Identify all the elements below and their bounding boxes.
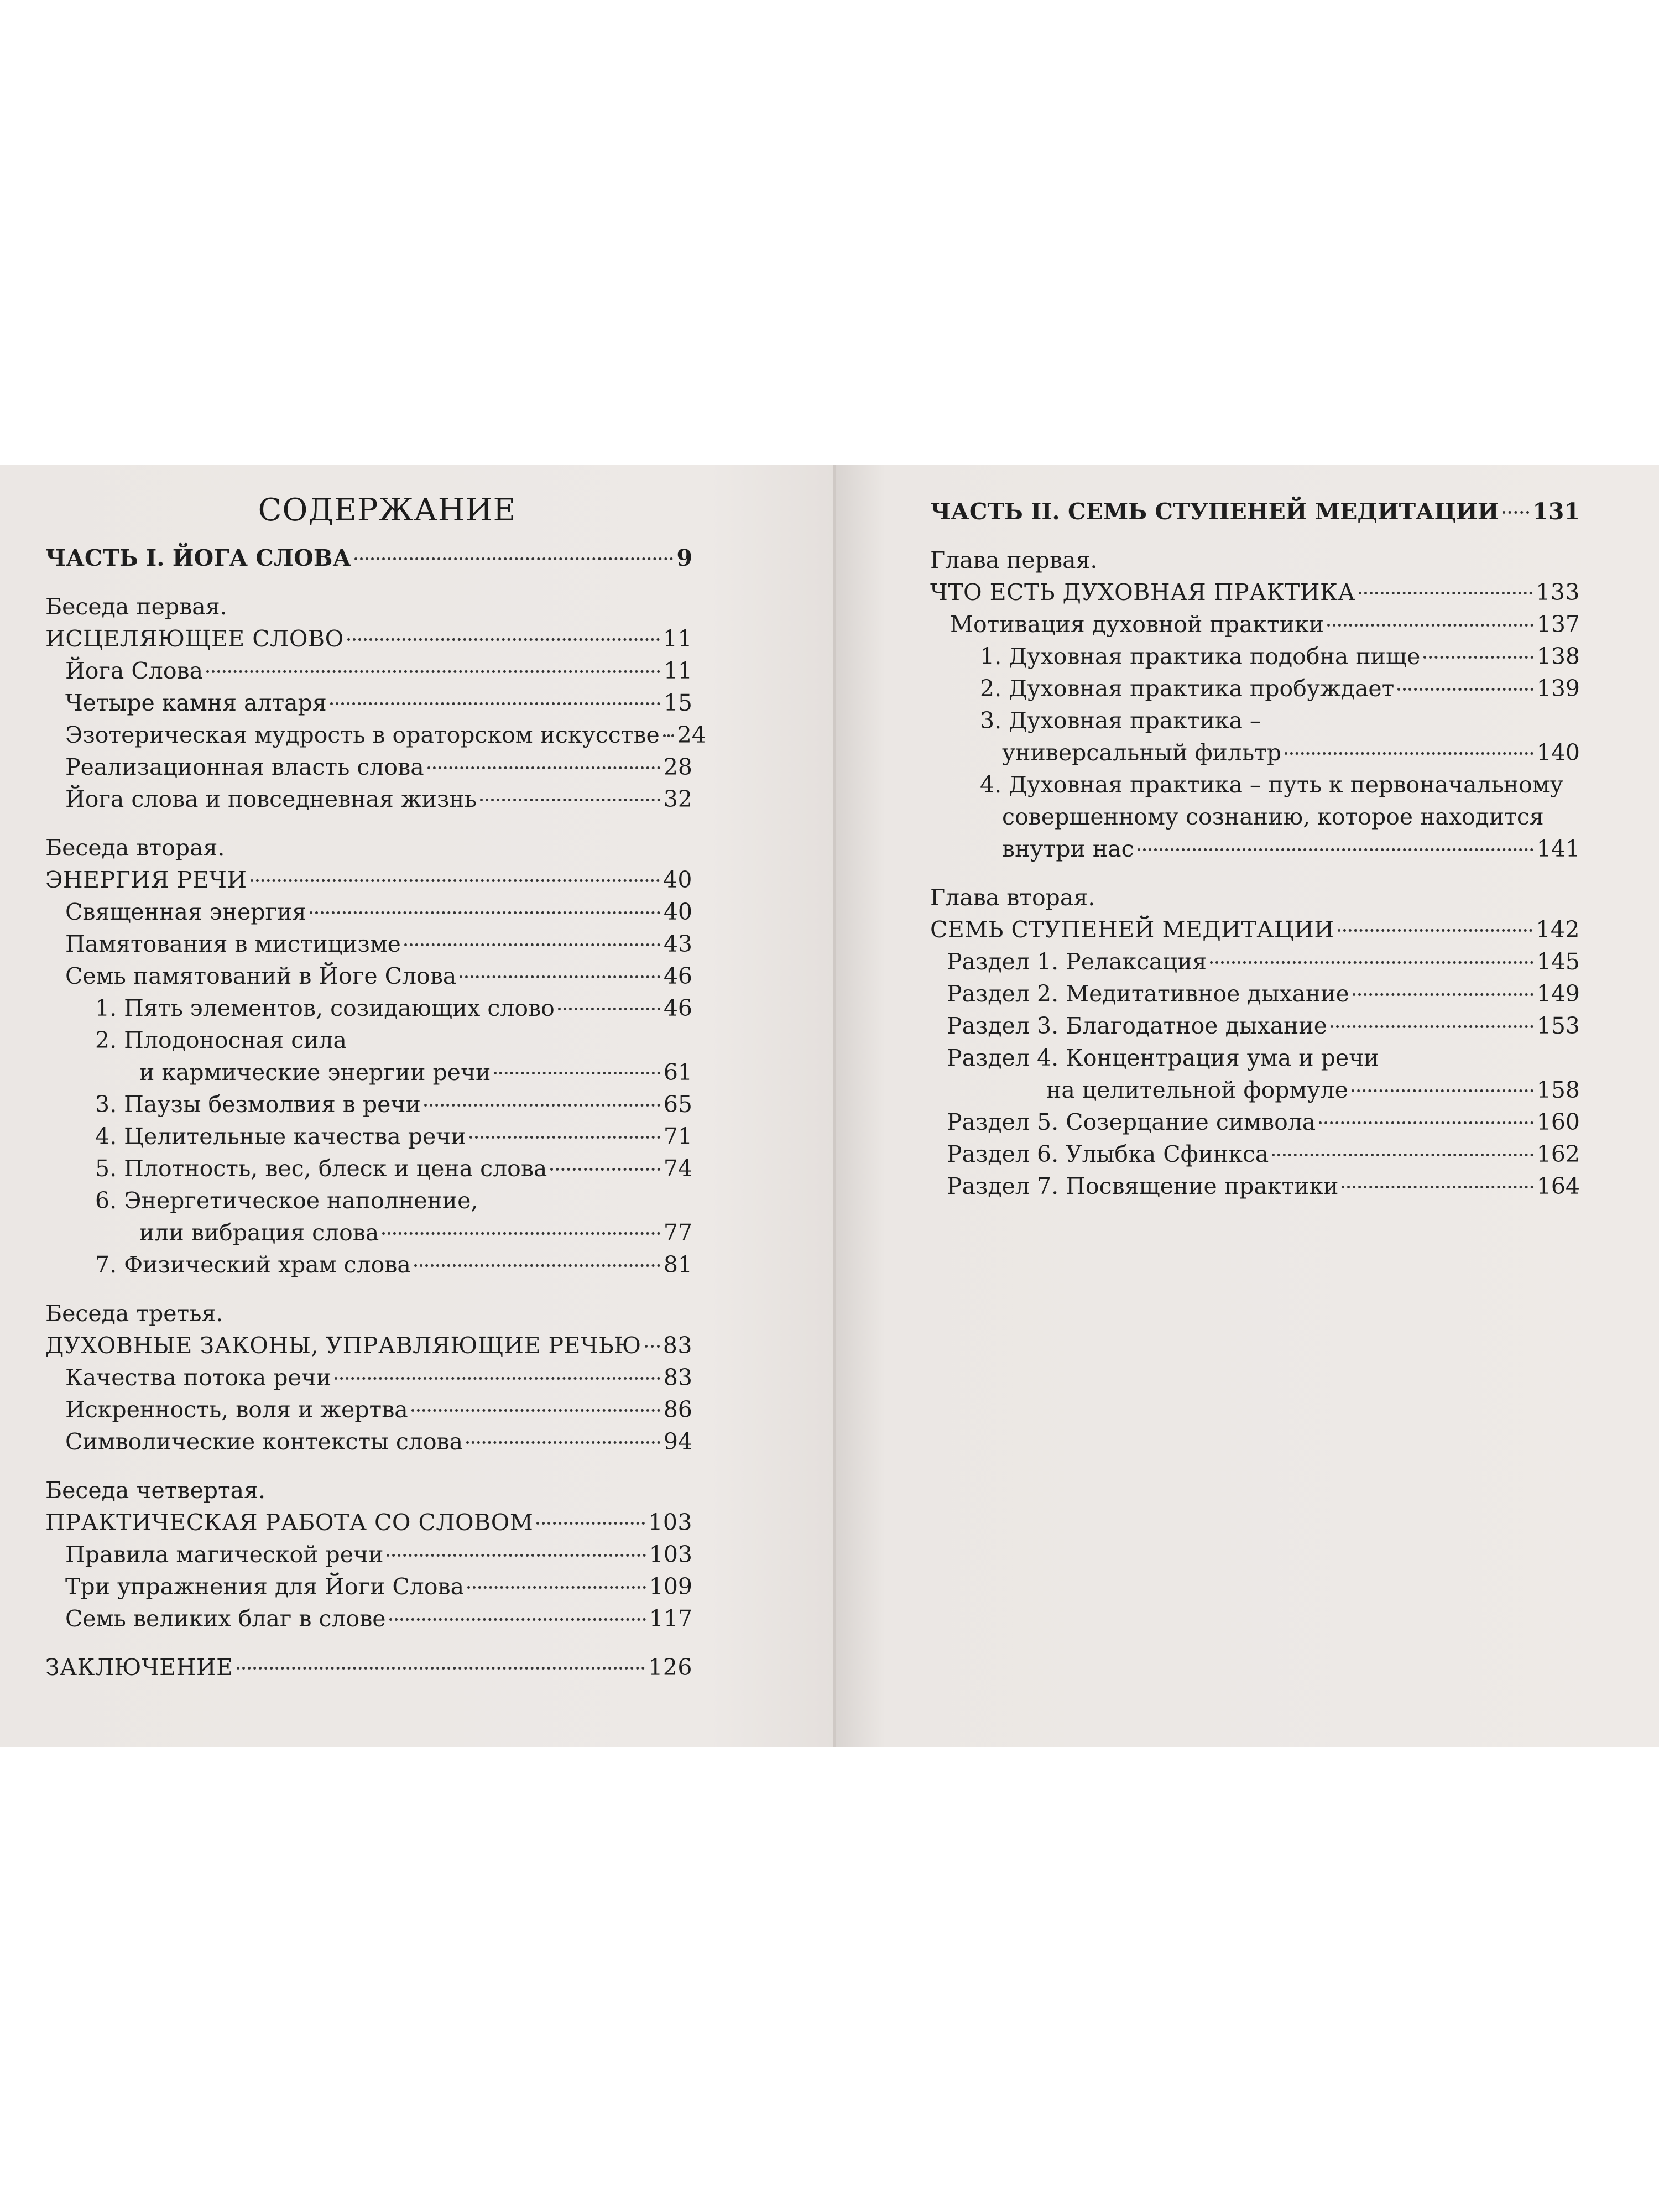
toc-section-entry: Раздел 5. Созерцание символа 160 [947,1109,1580,1135]
toc-section-entry: Реализационная власть слова 28 [65,754,692,780]
toc-chapter-entry: ЧТО ЕСТЬ ДУХОВНАЯ ПРАКТИКА 133 [930,579,1580,606]
toc-chapter-entry: ПРАКТИЧЕСКАЯ РАБОТА СО СЛОВОМ 103 [45,1509,692,1536]
right-page [836,465,1659,1747]
toc-section-entry: Йога Слова 11 [65,658,692,684]
toc-talk-label: Беседа третья. [45,1300,223,1327]
toc-subsection-line: 2. Плодоносная сила [95,1027,347,1053]
toc-section-entry: на целительной формуле 158 [1046,1077,1580,1103]
toc-chapter-label: Глава вторая. [930,884,1095,911]
toc-subsection-entry: или вибрация слова 77 [139,1219,692,1246]
toc-subsection-entry: внутри нас 141 [1002,836,1580,862]
toc-subsection-entry: 5. Плотность, вес, блеск и цена слова 74 [95,1155,692,1182]
toc-section-entry: Искренность, воля и жертва 86 [65,1396,692,1423]
toc-subsection-line: 6. Энергетическое наполнение, [95,1187,478,1214]
toc-subsection-line: 4. Духовная практика – путь к первоначальному [980,771,1563,798]
toc-subsection-entry: 2. Духовная практика пробуждает 139 [980,675,1580,702]
toc-section-entry: Памятования в мистицизме 43 [65,931,692,957]
toc-section-entry: Священная энергия 40 [65,899,692,925]
toc-left-column [45,542,706,1683]
toc-section-entry: Раздел 3. Благодатное дыхание 153 [947,1013,1580,1039]
toc-section-entry: Семь памятований в Йоге Слова 46 [65,963,692,989]
toc-subsection-entry: 4. Целительные качества речи 71 [95,1123,692,1150]
toc-talk-label: Беседа первая. [45,593,227,620]
toc-right-column [930,495,1580,1202]
toc-section-entry: Семь великих благ в слове 117 [65,1605,692,1632]
toc-talk-label: Беседа вторая. [45,834,225,861]
toc-part-entry: ЧАСТЬ I. ЙОГА СЛОВА 9 [45,545,692,571]
toc-talk-label: Беседа четвертая. [45,1477,266,1504]
toc-subsection-line: 3. Духовная практика – [980,707,1261,734]
toc-chapter-entry: СЕМЬ СТУПЕНЕЙ МЕДИТАЦИИ 142 [930,916,1580,943]
toc-section-entry: Три упражнения для Йоги Слова 109 [65,1573,692,1600]
toc-conclusion-entry: ЗАКЛЮЧЕНИЕ 126 [45,1654,692,1681]
toc-section-entry: Раздел 7. Посвящение практики 164 [947,1173,1580,1199]
toc-section-entry: Четыре камня алтаря 15 [65,690,692,716]
toc-section-entry: Раздел 1. Релаксация 145 [947,948,1580,975]
toc-section-entry: Раздел 6. Улыбка Сфинкса 162 [947,1141,1580,1167]
toc-section-entry: Эзотерическая мудрость в ораторском искусстве 24 [65,722,706,748]
toc-chapter-entry: ЭНЕРГИЯ РЕЧИ 40 [45,867,692,893]
toc-section-entry: Раздел 2. Медитативное дыхание 149 [947,980,1580,1007]
toc-subsection-line: совершенному сознанию, которое находится [1002,804,1544,830]
toc-chapter-entry: ИСЦЕЛЯЮЩЕЕ СЛОВО 11 [45,625,692,652]
toc-section-entry: Мотивация духовной практики 137 [950,611,1580,638]
toc-section-entry: Символические контексты слова 94 [65,1428,692,1455]
toc-subsection-entry: универсальный фильтр 140 [1002,739,1580,766]
toc-subsection-entry: 7. Физический храм слова 81 [95,1251,692,1278]
toc-part-entry: ЧАСТЬ II. СЕМЬ СТУПЕНЕЙ МЕДИТАЦИИ 131 [930,498,1580,525]
toc-subsection-entry: 3. Паузы безмолвия в речи 65 [95,1091,692,1118]
toc-subsection-entry: 1. Пять элементов, созидающих слово 46 [95,995,692,1021]
toc-chapter-entry: ДУХОВНЫЕ ЗАКОНЫ, УПРАВЛЯЮЩИЕ РЕЧЬЮ 83 [45,1332,692,1359]
page-title: СОДЕРЖАНИЕ [258,492,517,528]
toc-section-entry: Качества потока речи 83 [65,1364,692,1391]
left-page [0,465,836,1747]
toc-section-entry: Правила магической речи 103 [65,1541,692,1568]
book-spread [0,465,1659,1747]
toc-chapter-label: Глава первая. [930,547,1098,573]
toc-subsection-entry: 1. Духовная практика подобна пище 138 [980,643,1580,670]
toc-subsection-entry: и кармические энергии речи 61 [139,1059,692,1086]
toc-section-entry: Йога слова и повседневная жизнь 32 [65,786,692,812]
toc-section-line: Раздел 4. Концентрация ума и речи [947,1045,1379,1071]
